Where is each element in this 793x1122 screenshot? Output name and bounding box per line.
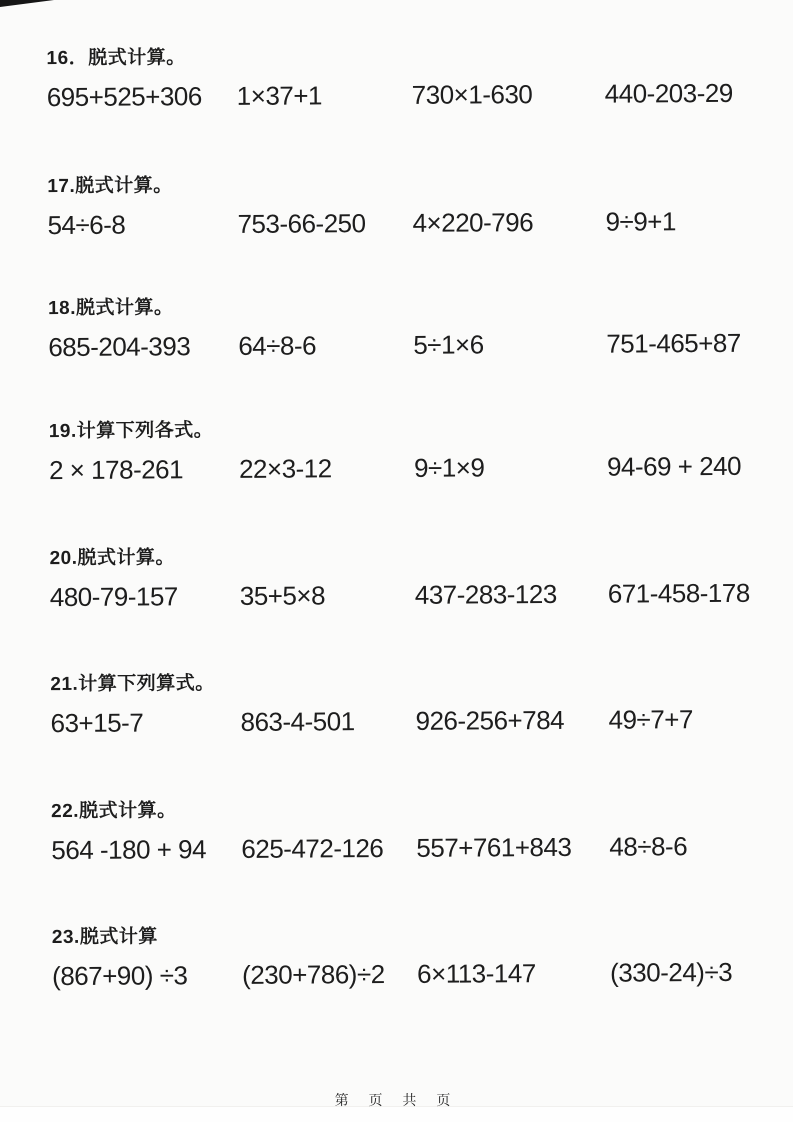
math-expression: 557+761+843 xyxy=(416,831,572,863)
math-expression: 9÷9+1 xyxy=(605,206,676,237)
section-heading: 18.脱式计算。 xyxy=(47,297,174,320)
section-heading: 19.计算下列各式。 xyxy=(48,420,214,443)
page-footer: 第 页 共 页 xyxy=(334,1092,459,1108)
math-expression: 35+5×8 xyxy=(239,580,326,611)
math-expression: (230+786)÷2 xyxy=(242,959,385,990)
math-expression: (867+90) ÷3 xyxy=(52,960,188,992)
section-heading: 16．脱式计算。 xyxy=(46,47,186,70)
expression-row xyxy=(2,577,793,614)
problem-section-20 xyxy=(2,542,793,614)
math-expression: 9÷1×9 xyxy=(413,452,485,483)
section-heading: 21.计算下列算式。 xyxy=(50,673,215,696)
math-expression: 54÷6-8 xyxy=(47,209,126,241)
math-expression: 863-4-501 xyxy=(240,706,355,737)
expression-row xyxy=(2,703,793,740)
section-heading: 22.脱式计算。 xyxy=(51,800,177,823)
math-expression: 63+15-7 xyxy=(50,707,144,739)
expression-row xyxy=(1,450,793,487)
math-expression: 926-256+784 xyxy=(415,704,565,736)
problem-section-22 xyxy=(3,795,793,867)
expression-row xyxy=(3,830,793,867)
expression-row xyxy=(0,77,792,114)
math-expression: 5÷1×6 xyxy=(413,329,484,360)
math-expression: 1×37+1 xyxy=(236,80,323,111)
math-expression: 440-203-29 xyxy=(604,77,733,109)
math-expression: 6×113-147 xyxy=(417,958,536,989)
math-expression: 480-79-157 xyxy=(49,581,178,613)
section-heading: 17.脱式计算。 xyxy=(47,175,173,198)
math-expression: 751-465+87 xyxy=(606,327,741,359)
problem-section-19 xyxy=(1,415,793,487)
math-expression: 4×220-796 xyxy=(412,207,534,238)
problem-section-18 xyxy=(0,292,793,364)
section-heading: 20.脱式计算。 xyxy=(49,547,176,570)
math-expression: 730×1-630 xyxy=(411,79,533,110)
math-expression: 22×3-12 xyxy=(238,453,332,484)
expression-row xyxy=(4,956,793,993)
math-expression: 671-458-178 xyxy=(607,577,750,609)
math-expression: 49÷7+7 xyxy=(608,704,693,735)
problem-section-23 xyxy=(4,921,793,993)
math-expression: 64÷8-6 xyxy=(238,330,317,361)
section-heading: 23.脱式计算 xyxy=(51,926,158,949)
math-expression: 695+525+306 xyxy=(46,81,202,113)
math-expression: 685-204-393 xyxy=(48,331,191,363)
problem-section-16 xyxy=(0,42,792,114)
math-expression: 564 -180 + 94 xyxy=(51,834,207,866)
problem-section-17 xyxy=(0,170,793,242)
expression-row xyxy=(0,205,793,242)
math-expression: 2 × 178-261 xyxy=(48,454,184,486)
math-expression: (330-24)÷3 xyxy=(610,956,733,988)
math-expression: 48÷8-6 xyxy=(609,831,688,862)
math-expression: 94-69 + 240 xyxy=(606,450,742,482)
math-expression: 753-66-250 xyxy=(237,208,366,239)
expression-row xyxy=(0,327,793,364)
math-expression: 437-283-123 xyxy=(414,578,557,610)
math-expression: 625-472-126 xyxy=(241,833,384,864)
problem-section-21 xyxy=(2,668,793,740)
